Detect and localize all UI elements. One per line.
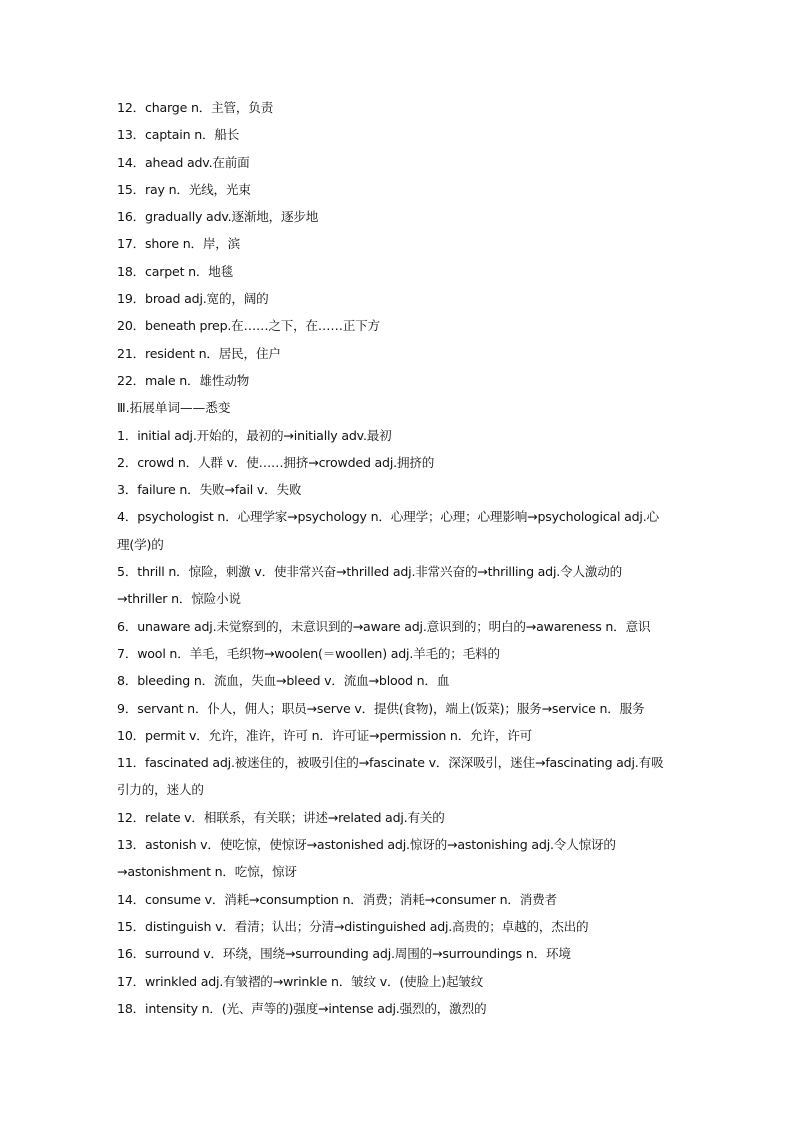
extended-word-item: 3．failure n．失败→fail v．失败: [117, 482, 302, 498]
extended-word-item: 13．astonish v．使吃惊，使惊讶→astonished adj.惊讶的→astonishing adj.令人惊讶的: [117, 837, 616, 853]
extended-word-item: 7．wool n．羊毛，毛织物→woolen(＝woollen) adj.羊毛的；毛料的: [117, 645, 500, 661]
extended-word-item: 15．distinguish v．看清；认出；分清→distinguished adj.高贵的；卓越的，杰出的: [117, 918, 589, 934]
vocab-item: 12．charge n．主管，负责: [117, 100, 274, 115]
section-heading: Ⅲ.拓展单词——悉变: [117, 400, 231, 416]
vocab-item: 20．beneath prep.在……之下，在……正下方: [117, 318, 380, 334]
vocab-item: 21．resident n．居民，住户: [117, 345, 281, 361]
extended-word-item: 10．permit v．允许，准许，许可 n．许可证→permission n．允许，许可: [117, 727, 533, 743]
extended-word-item: 1．initial adj.开始的，最初的→initially adv.最初: [117, 427, 392, 443]
vocab-item: 17．shore n．岸，滨: [117, 236, 241, 252]
vocab-item: 14．ahead adv.在前面: [117, 154, 250, 170]
extended-word-item: 18．intensity n．(光、声等的)强度→intense adj.强烈的，激烈的: [117, 1000, 487, 1016]
extended-word-item-continued: 引力的，迷人的: [117, 782, 204, 798]
extended-word-item: 6．unaware adj.未觉察到的，未意识到的→aware adj.意识到的；明白的→awareness n．意识: [117, 618, 651, 634]
extended-word-item: 11．fascinated adj.被迷住的，被吸引住的→fascinate v．深深吸引，迷住→fascinating adj.有吸: [117, 755, 664, 771]
vocab-item: 16．gradually adv.逐渐地，逐步地: [117, 209, 319, 225]
extended-word-item-continued: →thriller n．惊险小说: [117, 591, 241, 607]
vocab-item: 22．male n．雄性动物: [117, 372, 250, 388]
extended-word-item: 2．crowd n．人群 v．使……拥挤→crowded adj.拥挤的: [117, 454, 435, 470]
extended-word-item: 9．servant n．仆人，佣人；职员→serve v．提供(食物)，端上(饭菜)；服务→service n．服务: [117, 700, 645, 716]
document-page: [117, 94, 683, 1022]
vocab-item: 13．captain n．船长: [117, 127, 240, 143]
extended-word-item: 17．wrinkled adj.有皱褶的→wrinkle n．皱纹 v．(使脸上)起皱纹: [117, 973, 484, 989]
vocab-item: 18．carpet n．地毯: [117, 263, 234, 279]
extended-word-item: 14．consume v．消耗→consumption n．消费；消耗→consumer n．消费者: [117, 891, 557, 907]
extended-word-item: 4．psychologist n．心理学家→psychology n．心理学；心理；心理影响→psychological adj.心: [117, 509, 659, 525]
extended-word-item-continued: →astonishment n．吃惊，惊讶: [117, 864, 297, 880]
extended-word-item: 5．thrill n．惊险，刺激 v．使非常兴奋→thrilled adj.非常兴奋的→thrilling adj.令人激动的: [117, 564, 623, 580]
extended-word-item: 12．relate v．相联系，有关联；讲述→related adj.有关的: [117, 809, 445, 825]
vocab-item: 15．ray n．光线，光束: [117, 181, 251, 197]
extended-word-item-continued: 理(学)的: [117, 536, 164, 552]
vocab-item: 19．broad adj.宽的，阔的: [117, 291, 269, 307]
extended-word-item: 8．bleeding n．流血，失血→bleed v．流血→blood n．血: [117, 673, 450, 689]
extended-word-item: 16．surround v．环绕，围绕→surrounding adj.周围的→surroundings n．环境: [117, 946, 571, 962]
